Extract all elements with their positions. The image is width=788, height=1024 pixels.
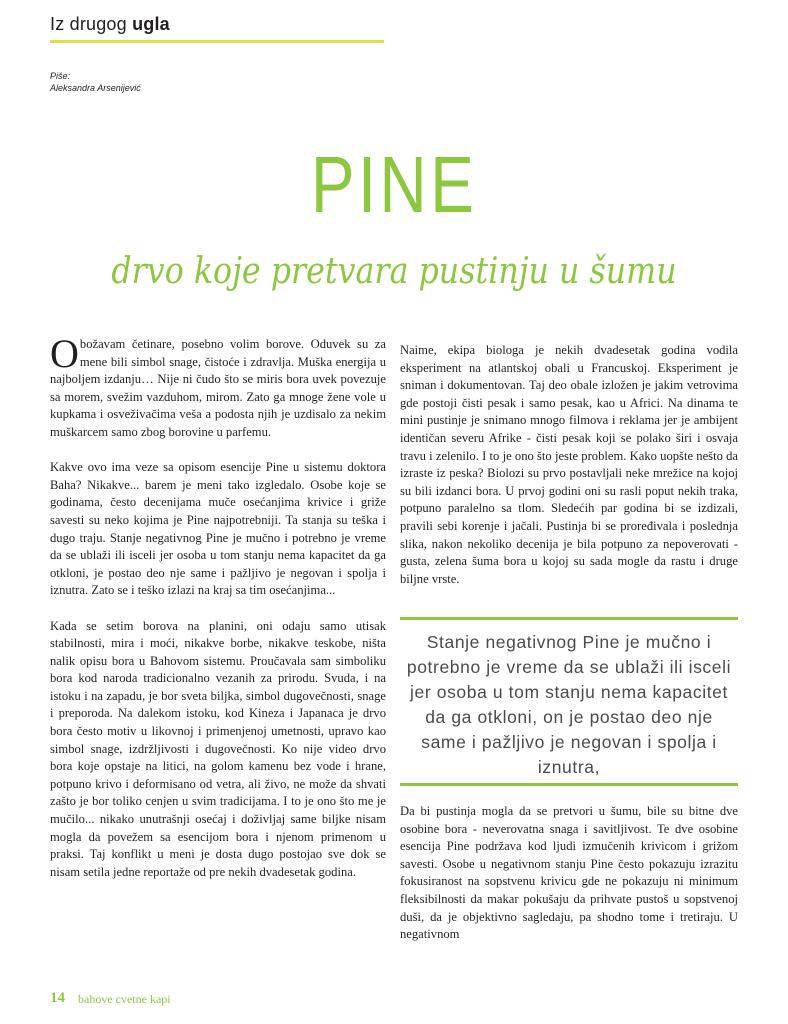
article-title: PINE (310, 140, 478, 229)
section-title-plain: Iz drugog (50, 14, 133, 34)
paragraph (50, 331, 386, 442)
author-name: Aleksandra Arsenijević (50, 83, 141, 93)
left-column (50, 331, 386, 899)
paragraph: Naime, ekipa biologa je nekih dvadesetak godina vodila eksperiment na atlantskoj obali u Francuskoj. Eksperiment je sniman i dokumentovan. Taj deo obale izložen je jakim vetrovima gde postoji čisti pesak i samo pesak, kao u Africi. Na dinama te mini pustinje je snimano mnogo filmova i reklama jer je ambijent identičan severu Afrike - čisti pesak koji se polako širi i osvaja travu i zelenilo. I to je ono što jeste problem. Kako uopšte nešto da izraste iz peska? Biolozi su prvo postavljali neke mrežice na kojoj su bili izdanci bora. U prvoj godini oni su rasli poput nekih traka, potpuno paralelno sa tlom. Sledećih par godina bi se izdizali, pravili sebi korenje i jačali. Pustinja bi se proređivala i poslednja slika, nakon nekoliko decenija je bila potpuno za nepoverovati - gusta, zelena šuma bora u kojoj su sada mogle da rastu i druge biljne vrste. (400, 343, 738, 586)
right-column-bottom (400, 803, 738, 961)
pull-quote-top-rule (400, 617, 738, 620)
page-number: 14 (50, 990, 65, 1006)
author-label: Piše: (50, 71, 71, 81)
magazine-name: bahove cvetne kapi (78, 992, 171, 1006)
article-subtitle: drvo koje pretvara pustinju u šumu (111, 251, 677, 292)
section-title-underline (50, 40, 384, 43)
paragraph: Kada se setim borova na planini, oni odaju samo utisak stabilnosti, mira i moći, nikakve borbe, nikakve teskobe, ništa nalik opisu bora u Bahovom sistemu. Proučavala sam simboliku bora kod naroda tradicionalno vezanih za prirodu. Svuda, i na istoku i na zapadu, je bor sveta biljka, simbol dugovečnosti, snage i preporoda. Na dalekom istoku, kod Kineza i Japanaca je drvo bora često motiv u likovnoj i primenjenoj umetnosti, upravo kao simbol snage, izdržljivosti i dugovečnosti. Ko nije video drvo bora koje opstaje na litici, na golom kamenu bez vode i hrane, potpuno krivo i deformisano od vetra, ali živo, ne može da shvati zašto je bor toliko cenjen u svim tradicijama. I to je ono što me je mučilo... nikako unutrašnji osećaj i doživljaj same biljke nisam mogla da povežem sa esencijom bora i njenom primenom u praksi. Taj konflikt u meni je dosta dugo postojao sve dok se nisam setila jedne reportaže od pre nekih dvadesetak godina. (50, 618, 386, 879)
paragraph: Da bi pustinja mogla da se pretvori u šumu, bile su bitne dve osobine bora - neverovatna snaga i savitljivost. Te dve osobine esencija Pine podržava kod ljudi izmučenih krivicom i grižom savesti. Osobe u negativnom stanju Pine često pokazuju izrazitu fokusiranost na sopstvenu krivicu gde ne pokazuju ni minimum fleksibilnosti da makar pokušaju da prihvate pustoš u sopstvenoj duši, da je objektivno sagledaju, pa shodno tome i tretiraju. U negativnom (400, 804, 738, 942)
drop-cap: O (50, 331, 79, 376)
section-title (50, 14, 170, 35)
paragraph-text: božavam četinare, posebno volim borove. Oduvek su za mene bili simbol snage, čistoće i zdravlja. Muška energija u najboljem izdanju… Nije ni čudo što se miris bora uvek povezuje sa morem, svežim vazduhom, mirom. Zato ga mnoge žene vole u kupkama i osveživačima veša a podosta njih je uzdisalo za nekim muškarcem samo zbog borovine u parfemu. (50, 337, 386, 439)
pull-quote: Stanje negativnog Pine je mučno i potrebno je vreme da se ublaži ili isceli jer osoba u tom stanju nema kapacitet da ga otkloni, on je postao deo nje same i pažljivo je negovan i spolja i iznutra, (406, 632, 732, 777)
author-byline (50, 70, 141, 94)
right-column-top (400, 342, 738, 606)
pull-quote-bottom-rule (400, 783, 738, 786)
section-title-bold: ugla (132, 14, 170, 34)
paragraph: Kakve ovo ima veze sa opisom esencije Pine u sistemu doktora Baha? Nikakve... barem je meni tako izgledalo. Osobe koje se godinama, često decenijama muče osećanjima krivice i griže savesti su neko kojima je Pine najpotrebniji. Ta stanja su teška i dugo traju. Stanje negativnog Pine je mučno i potrebno je vreme da se ublaži ili isceli jer osoba u tom stanju nema kapacitet da ga otkloni, je postao deo nje same i pažljivo je negovan i spolja i iznutra. Zato se i teško izlazi na kraj sa tim osećanjima... (50, 460, 386, 598)
